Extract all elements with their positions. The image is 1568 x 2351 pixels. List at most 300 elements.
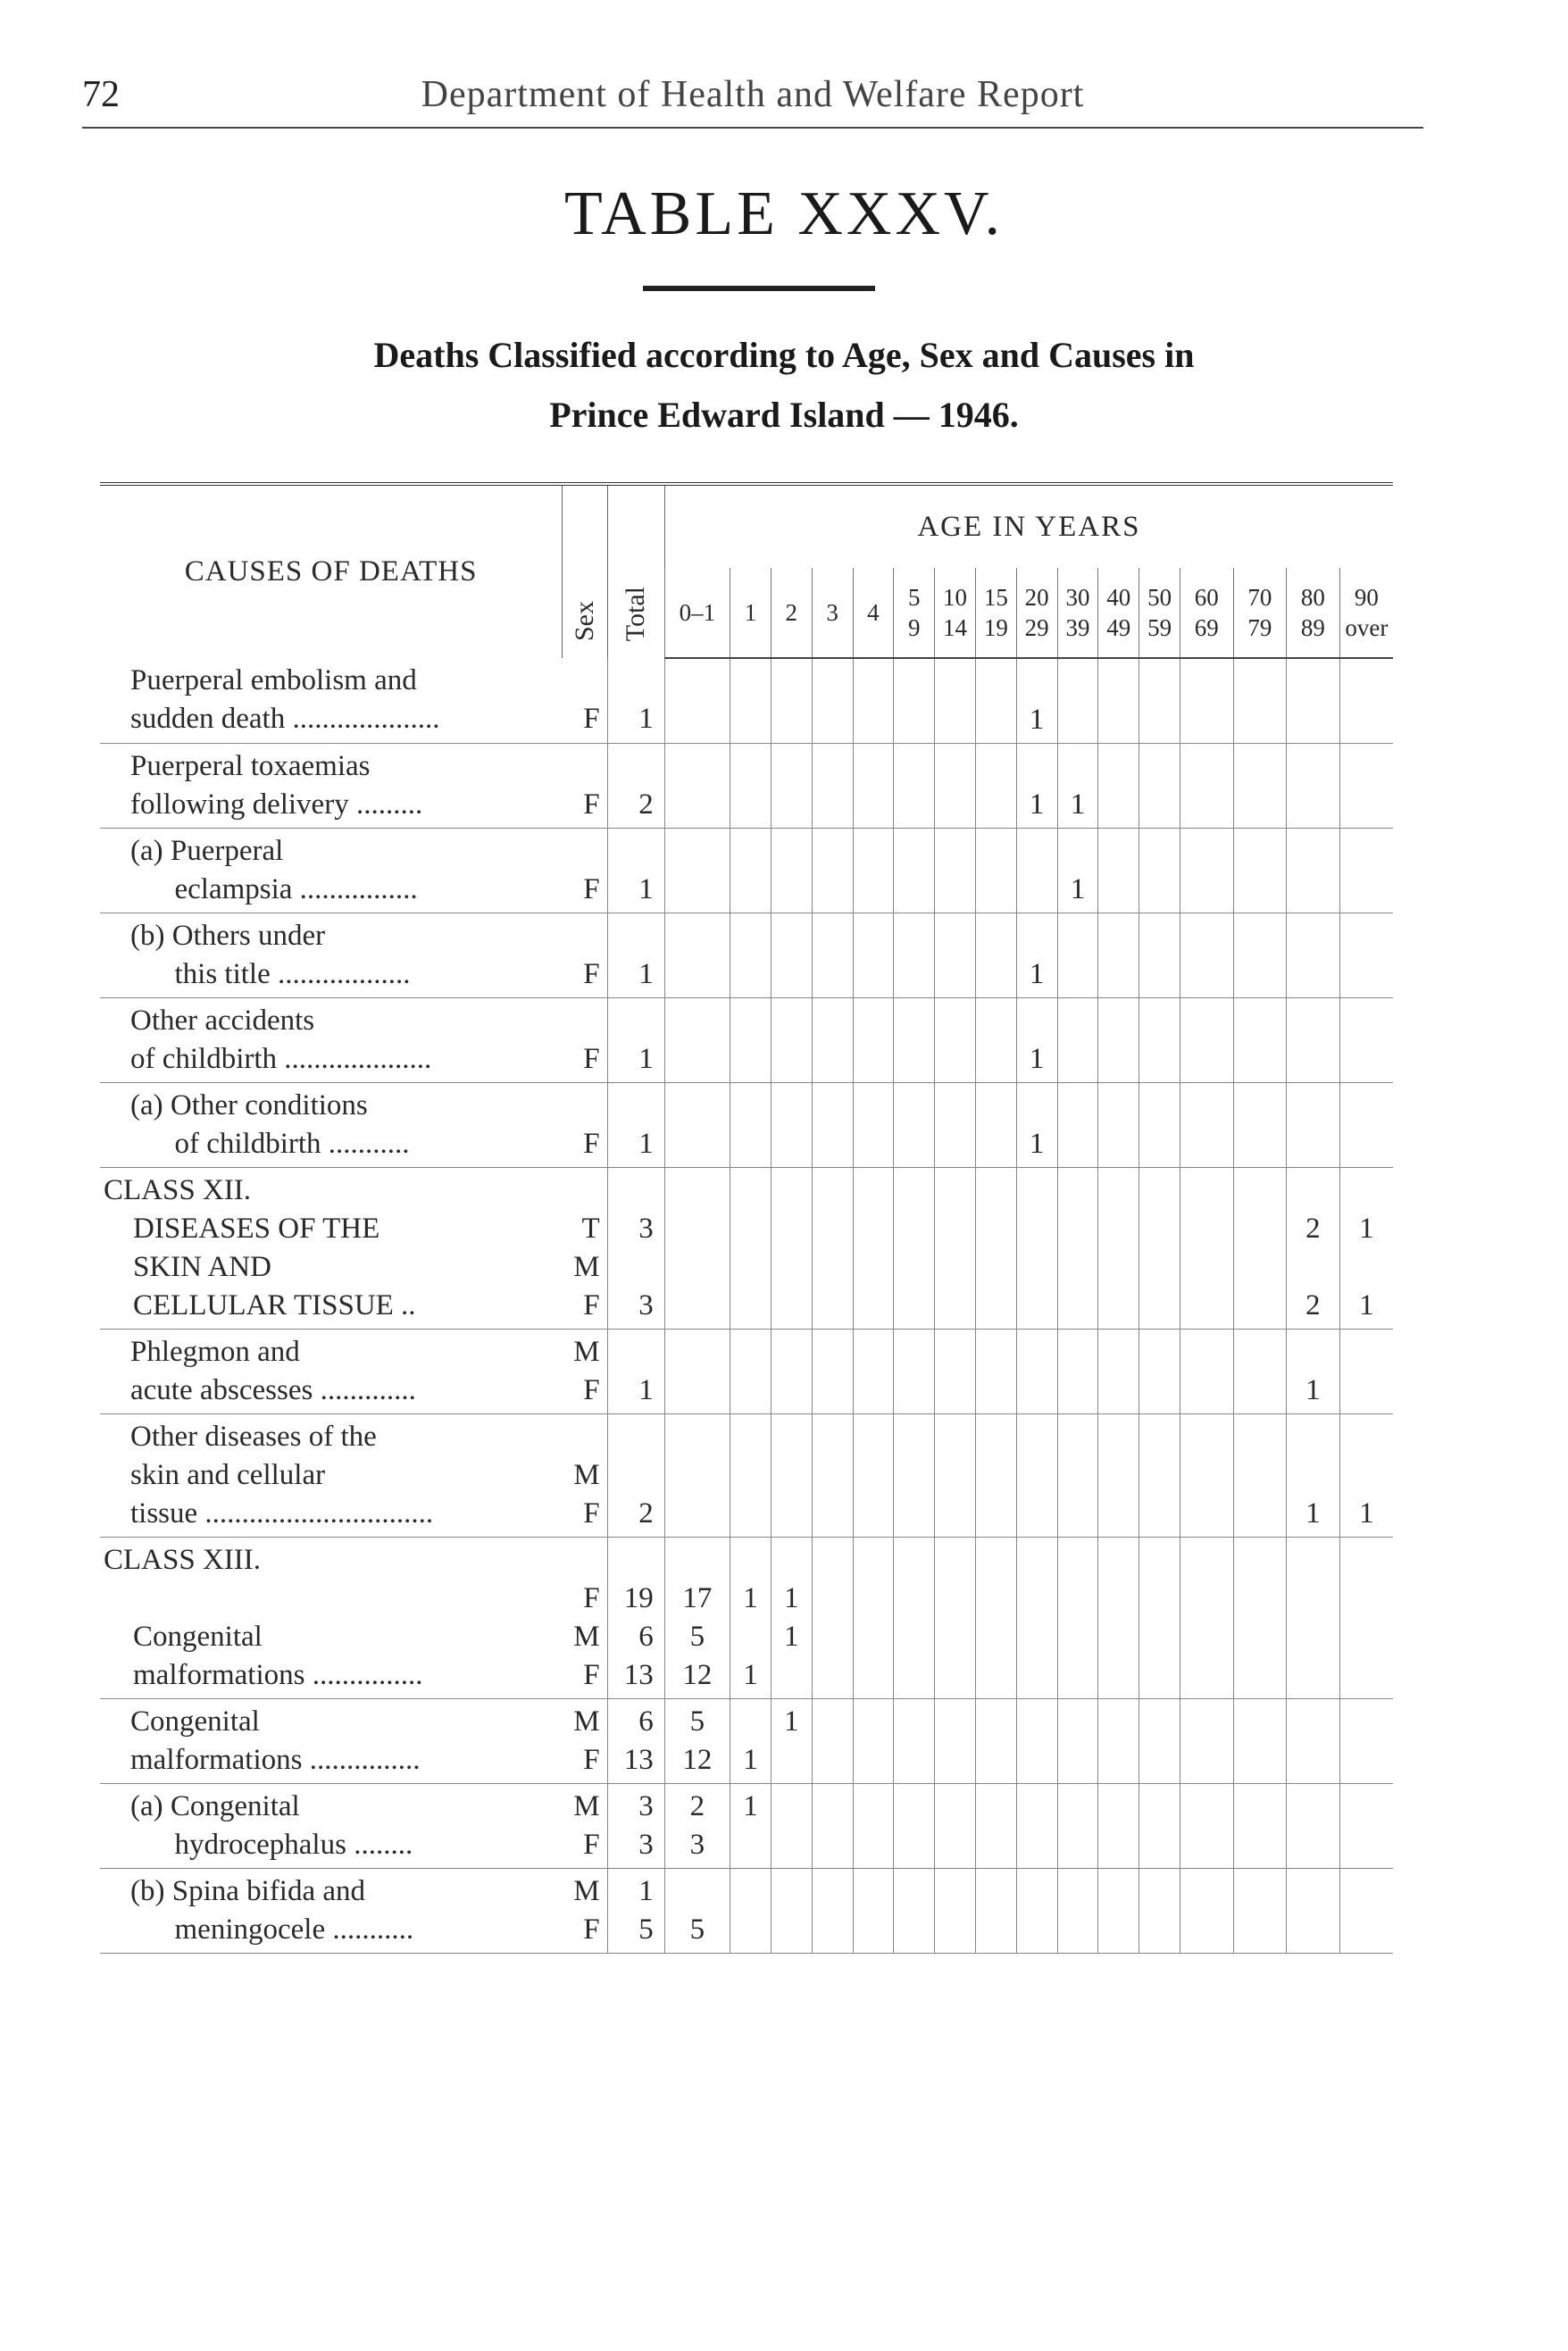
total-value <box>608 1171 654 1210</box>
age-count-value <box>665 1210 730 1248</box>
age-count-cell <box>1287 1869 1340 1954</box>
total-value <box>608 832 654 871</box>
age-count-value <box>1287 1002 1339 1040</box>
total-value: 2 <box>638 1497 654 1530</box>
age-count-value <box>894 786 934 824</box>
age-count-value <box>1234 1418 1287 1456</box>
age-count-value <box>935 1333 975 1371</box>
age-count-value <box>1234 1788 1287 1826</box>
table-subtitle-line-2: Prince Edward Island — 1946. <box>549 395 1019 435</box>
age-count-value <box>854 1703 894 1741</box>
age-count-value <box>854 1911 894 1949</box>
cause-cell <box>100 744 563 829</box>
age-count-value <box>1017 1248 1057 1287</box>
cause-cell <box>100 1784 563 1869</box>
age-count-value: 1 <box>1029 788 1045 821</box>
age-count-value <box>1058 1248 1098 1287</box>
header-age-label: 90 <box>1354 584 1379 611</box>
age-count-value <box>1287 1418 1339 1456</box>
age-count-value <box>813 1618 853 1656</box>
age-count-value <box>1098 1371 1138 1410</box>
age-count-value <box>854 1210 894 1248</box>
age-count-value: 1 <box>1070 788 1086 821</box>
age-count-value <box>813 1248 853 1287</box>
age-count-cell <box>1016 913 1057 998</box>
age-count-value <box>1139 955 1180 994</box>
age-count-value <box>665 955 730 994</box>
age-count-value <box>935 1125 975 1163</box>
age-count-cell <box>935 829 976 913</box>
total-value: 1 <box>638 1128 654 1160</box>
age-count-value <box>976 1618 1016 1656</box>
total-cell <box>607 1330 664 1414</box>
age-count-cell <box>894 1330 935 1414</box>
cause-cell <box>100 1083 563 1168</box>
header-age-column <box>812 568 853 658</box>
total-value: 1 <box>638 958 654 990</box>
age-count-cell <box>1098 1083 1139 1168</box>
age-count-value <box>730 1872 771 1911</box>
cause-label: (b) Spina bifida and <box>130 1875 366 1907</box>
age-count-value <box>1098 1618 1138 1656</box>
header-age-label: 30 <box>1065 584 1090 611</box>
age-count-value <box>771 1788 812 1826</box>
age-count-value <box>1098 1656 1138 1695</box>
age-count-cell <box>1057 913 1098 998</box>
total-value: 3 <box>638 1213 654 1245</box>
age-count-value: 1 <box>784 1621 799 1653</box>
age-count-value <box>1340 871 1393 909</box>
header-age-label: over <box>1345 614 1389 641</box>
age-count-cell <box>1098 1699 1139 1784</box>
age-count-cell <box>812 1869 853 1954</box>
cause-label: CELLULAR TISSUE .. <box>104 1289 416 1321</box>
age-count-cell <box>1057 1699 1098 1784</box>
age-count-value <box>1098 1210 1138 1248</box>
age-count-cell <box>771 1083 812 1168</box>
age-count-value <box>1340 1125 1393 1163</box>
age-count-value <box>854 1418 894 1456</box>
age-count-value <box>1139 1333 1180 1371</box>
age-count-value <box>1017 1371 1057 1410</box>
age-count-value <box>1340 1456 1393 1495</box>
age-count-cell <box>730 1083 771 1168</box>
age-count-cell <box>1180 658 1234 744</box>
age-count-value <box>1017 1002 1057 1040</box>
age-count-value <box>1058 1171 1098 1210</box>
age-count-value <box>1098 701 1138 739</box>
age-count-value <box>1139 1171 1180 1210</box>
age-count-cell <box>1233 658 1287 744</box>
age-count-cell <box>935 1784 976 1869</box>
age-count-value <box>771 1826 812 1864</box>
age-count-cell <box>1016 1784 1057 1869</box>
age-count-value <box>1180 1125 1233 1163</box>
header-age-in-years: AGE IN YEARS <box>664 484 1393 568</box>
header-age-column <box>1180 568 1234 658</box>
age-count-value <box>1287 1456 1339 1495</box>
header-age-label: 49 <box>1106 614 1131 641</box>
age-count-value <box>730 1087 771 1125</box>
header-age-column <box>935 568 976 658</box>
header-age-column <box>975 568 1016 658</box>
sex-cell <box>563 829 607 913</box>
age-count-value <box>1017 832 1057 871</box>
age-count-value <box>1180 1741 1233 1780</box>
age-count-value: 2 <box>689 1790 705 1822</box>
age-count-value: 1 <box>743 1659 758 1691</box>
age-count-value <box>1017 1287 1057 1325</box>
age-count-value <box>935 786 975 824</box>
age-count-cell <box>812 913 853 998</box>
age-count-value <box>1234 1495 1287 1533</box>
age-count-value <box>1234 663 1287 701</box>
age-count-value <box>1058 1788 1098 1826</box>
age-count-cell <box>894 744 935 829</box>
age-count-value: 1 <box>784 1705 799 1738</box>
cause-label: malformations ............... <box>130 1744 421 1776</box>
age-count-cell <box>1098 829 1139 913</box>
age-count-value <box>1098 1248 1138 1287</box>
age-count-cell <box>812 1168 853 1330</box>
age-count-cell <box>1139 658 1180 744</box>
age-count-cell <box>664 913 730 998</box>
age-count-value <box>665 871 730 909</box>
age-count-value <box>935 1495 975 1533</box>
age-count-value <box>1340 1703 1393 1741</box>
age-count-value <box>665 1125 730 1163</box>
age-count-value <box>1058 1872 1098 1911</box>
age-count-value <box>1058 1495 1098 1533</box>
age-count-cell <box>1233 1538 1287 1699</box>
age-count-value <box>1139 1248 1180 1287</box>
age-count-cell <box>935 744 976 829</box>
age-count-value <box>1139 917 1180 955</box>
age-count-value <box>1180 917 1233 955</box>
age-count-value <box>1234 1371 1287 1410</box>
cause-label: hydrocephalus ........ <box>130 1829 413 1861</box>
age-count-value <box>1139 1087 1180 1125</box>
sex-value <box>563 832 600 871</box>
age-count-value <box>1180 663 1233 701</box>
age-count-cell <box>1180 913 1234 998</box>
age-count-cell <box>1180 1168 1234 1330</box>
age-count-value <box>894 1495 934 1533</box>
age-count-cell <box>935 1699 976 1784</box>
header-age-label: 39 <box>1065 614 1090 641</box>
age-count-cell <box>1098 1784 1139 1869</box>
age-count-value <box>1139 747 1180 786</box>
age-count-value <box>1139 1541 1180 1580</box>
age-count-cell <box>1098 1168 1139 1330</box>
sex-cell <box>563 913 607 998</box>
age-count-value <box>1098 917 1138 955</box>
age-count-value <box>813 871 853 909</box>
age-count-cell <box>771 658 812 744</box>
age-count-value <box>771 1171 812 1210</box>
sex-value: F <box>583 1289 600 1321</box>
age-count-value <box>894 1418 934 1456</box>
sex-value: M <box>573 1705 600 1738</box>
total-value <box>608 747 654 786</box>
age-count-cell <box>1339 1168 1393 1330</box>
age-count-value <box>1180 1911 1233 1949</box>
age-count-cell <box>894 1784 935 1869</box>
age-count-value <box>1340 701 1393 739</box>
header-age-label: 19 <box>983 614 1008 641</box>
header-age-label: 89 <box>1300 614 1325 641</box>
header-age-label: 10 <box>943 584 968 611</box>
age-count-value <box>935 1171 975 1210</box>
header-age-column <box>1057 568 1098 658</box>
age-count-value <box>813 917 853 955</box>
age-count-cell <box>1180 744 1234 829</box>
sex-value: F <box>583 1744 600 1776</box>
age-count-value <box>1058 1002 1098 1040</box>
age-count-value <box>1139 1703 1180 1741</box>
age-count-value <box>1234 1911 1287 1949</box>
age-count-cell <box>1057 1414 1098 1538</box>
age-count-cell <box>1098 998 1139 1083</box>
age-count-value <box>935 1741 975 1780</box>
age-count-value <box>730 1371 771 1410</box>
cause-label: skin and cellular <box>130 1459 326 1491</box>
age-count-cell <box>1016 998 1057 1083</box>
age-count-value <box>935 1703 975 1741</box>
age-count-value <box>935 917 975 955</box>
age-count-cell <box>935 1869 976 1954</box>
age-count-value <box>976 1002 1016 1040</box>
age-count-cell <box>1339 829 1393 913</box>
age-count-value <box>894 1788 934 1826</box>
age-count-value <box>730 1002 771 1040</box>
age-count-value <box>1017 1333 1057 1371</box>
age-count-value <box>665 1087 730 1125</box>
age-count-value <box>1098 1541 1138 1580</box>
age-count-value <box>1098 1087 1138 1125</box>
age-count-value <box>730 1456 771 1495</box>
sex-cell <box>563 1869 607 1954</box>
age-count-value <box>1340 1171 1393 1210</box>
header-age-label: 0–1 <box>679 599 716 626</box>
age-count-cell <box>1233 744 1287 829</box>
age-count-value <box>1287 1541 1339 1580</box>
age-count-value <box>813 1171 853 1210</box>
age-count-value <box>935 955 975 994</box>
header-row-top <box>100 484 1393 568</box>
age-count-cell <box>894 1414 935 1538</box>
age-count-cell <box>1233 1330 1287 1414</box>
age-count-value <box>1287 1741 1339 1780</box>
sex-cell <box>563 1330 607 1414</box>
age-count-value <box>1180 1541 1233 1580</box>
age-count-value <box>976 1541 1016 1580</box>
age-count-cell <box>853 658 894 744</box>
age-count-value <box>976 1125 1016 1163</box>
age-count-value <box>935 832 975 871</box>
age-count-value: 1 <box>1305 1374 1321 1406</box>
age-count-cell <box>894 658 935 744</box>
age-count-value <box>854 1333 894 1371</box>
age-count-value <box>813 1333 853 1371</box>
age-count-value <box>1234 1741 1287 1780</box>
table-row <box>100 1869 1393 1954</box>
age-count-value <box>1058 1703 1098 1741</box>
age-count-cell <box>771 1414 812 1538</box>
age-count-value <box>1058 1125 1098 1163</box>
age-count-value <box>854 747 894 786</box>
age-count-cell <box>894 1699 935 1784</box>
cause-cell <box>100 1330 563 1414</box>
age-count-value <box>1287 1872 1339 1911</box>
sex-value: F <box>583 1043 600 1075</box>
age-count-value <box>1139 1456 1180 1495</box>
table-body <box>100 658 1393 1954</box>
age-count-value <box>1098 1040 1138 1079</box>
age-count-value <box>894 1911 934 1949</box>
age-count-value <box>935 1210 975 1248</box>
cause-label: (a) Congenital <box>130 1790 300 1822</box>
age-count-value <box>1098 747 1138 786</box>
total-value: 6 <box>638 1705 654 1738</box>
age-count-cell <box>853 913 894 998</box>
age-count-value <box>854 1741 894 1780</box>
age-count-cell <box>1339 1538 1393 1699</box>
age-count-cell <box>812 1699 853 1784</box>
age-count-value <box>665 1287 730 1325</box>
total-value <box>608 1333 654 1371</box>
age-count-value <box>813 1371 853 1410</box>
age-count-cell <box>1339 1784 1393 1869</box>
sex-value: F <box>583 958 600 990</box>
age-count-cell <box>1139 744 1180 829</box>
age-count-cell <box>771 744 812 829</box>
age-count-cell <box>812 1538 853 1699</box>
age-count-value <box>1287 917 1339 955</box>
cause-label: acute abscesses ............. <box>130 1374 416 1406</box>
age-count-value <box>1234 1618 1287 1656</box>
cause-label <box>104 1580 563 1618</box>
age-count-value <box>1139 663 1180 701</box>
age-count-value <box>1180 1456 1233 1495</box>
age-count-value <box>1287 786 1339 824</box>
sex-cell <box>563 1784 607 1869</box>
age-count-value <box>854 1456 894 1495</box>
age-count-cell <box>1057 1330 1098 1414</box>
total-cell <box>607 1168 664 1330</box>
age-count-value <box>1234 1826 1287 1864</box>
age-count-cell <box>1098 658 1139 744</box>
age-count-value <box>894 1087 934 1125</box>
age-count-value <box>894 1333 934 1371</box>
age-count-value <box>894 1210 934 1248</box>
age-count-value <box>1098 1495 1138 1533</box>
age-count-value <box>976 1210 1016 1248</box>
age-count-cell <box>771 913 812 998</box>
sex-cell <box>563 998 607 1083</box>
header-age-column <box>1233 568 1287 658</box>
age-count-value: 5 <box>689 1621 705 1653</box>
age-count-value <box>665 786 730 824</box>
age-count-value <box>813 1703 853 1741</box>
total-cell <box>607 1699 664 1784</box>
cause-label: of childbirth ........... <box>130 1128 410 1160</box>
age-count-cell <box>1339 1414 1393 1538</box>
age-count-value <box>1098 786 1138 824</box>
age-count-value <box>935 1580 975 1618</box>
sex-value: F <box>583 1659 600 1691</box>
age-count-cell <box>1339 913 1393 998</box>
age-count-value <box>935 1371 975 1410</box>
age-count-value <box>813 1872 853 1911</box>
cause-label: SKIN AND <box>104 1251 271 1283</box>
age-count-cell <box>975 1538 1016 1699</box>
age-count-value <box>935 1911 975 1949</box>
age-count-cell <box>935 998 976 1083</box>
header-age-label: 29 <box>1024 614 1049 641</box>
age-count-cell <box>853 1083 894 1168</box>
age-count-cell <box>1139 1330 1180 1414</box>
age-count-value <box>1234 1171 1287 1210</box>
total-cell <box>607 829 664 913</box>
age-count-value <box>976 1040 1016 1079</box>
age-count-value <box>1139 1125 1180 1163</box>
age-count-cell <box>853 1699 894 1784</box>
total-cell <box>607 1784 664 1869</box>
total-value: 13 <box>623 1659 654 1691</box>
age-count-value <box>976 1248 1016 1287</box>
age-count-value <box>813 1741 853 1780</box>
age-count-value <box>665 1333 730 1371</box>
header-age-label: 50 <box>1147 584 1172 611</box>
age-count-value <box>665 663 730 701</box>
age-count-value <box>854 786 894 824</box>
total-value: 1 <box>638 873 654 905</box>
age-count-value <box>1017 1618 1057 1656</box>
age-count-value <box>1234 1703 1287 1741</box>
age-count-value <box>665 917 730 955</box>
age-count-cell <box>935 1330 976 1414</box>
age-count-value <box>894 832 934 871</box>
total-value: 3 <box>638 1790 654 1822</box>
age-count-value <box>976 1826 1016 1864</box>
age-count-value <box>1058 1541 1098 1580</box>
age-count-value <box>935 701 975 739</box>
age-count-value <box>976 1788 1016 1826</box>
age-count-cell <box>730 829 771 913</box>
age-count-value <box>1098 1125 1138 1163</box>
title-rule <box>643 286 875 291</box>
age-count-value: 1 <box>1359 1213 1374 1245</box>
age-count-value <box>1340 1002 1393 1040</box>
total-value: 1 <box>638 1374 654 1406</box>
age-count-cell <box>1016 658 1057 744</box>
age-count-value <box>1098 1333 1138 1371</box>
age-count-value <box>1234 747 1287 786</box>
age-count-value <box>894 1872 934 1911</box>
age-count-cell <box>1057 829 1098 913</box>
age-count-value <box>1234 1287 1287 1325</box>
header-sex <box>563 484 607 658</box>
age-count-value <box>935 1287 975 1325</box>
age-count-cell <box>812 998 853 1083</box>
age-count-value <box>813 1541 853 1580</box>
age-count-value <box>854 1248 894 1287</box>
age-count-cell <box>1180 1699 1234 1784</box>
age-count-value <box>976 786 1016 824</box>
age-count-value <box>1017 1788 1057 1826</box>
age-count-value <box>1340 1872 1393 1911</box>
